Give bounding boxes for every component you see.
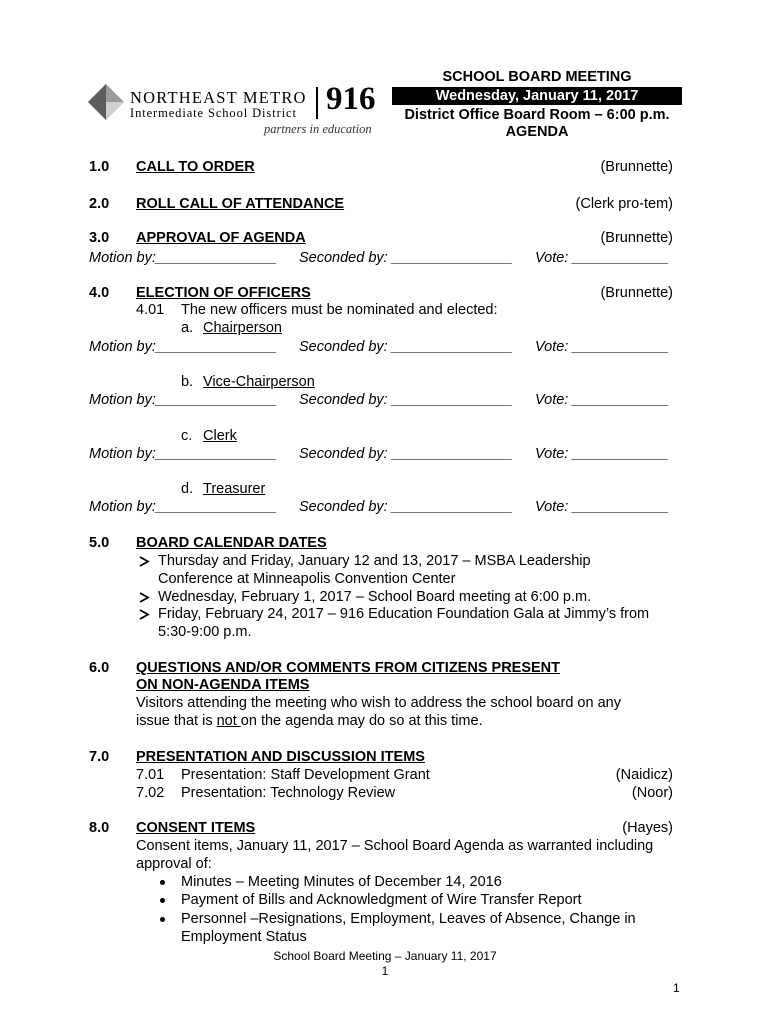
seconded-line: Seconded by: _______________ [299,392,513,408]
item-6-number: 6.0 [89,660,110,676]
bullet-dot-icon [160,880,165,885]
vote-line: Vote: ____________ [535,499,670,515]
logo-divider [316,87,318,119]
item-7-title: PRESENTATION AND DISCUSSION ITEMS [136,749,425,765]
item-6-title: QUESTIONS AND/OR COMMENTS FROM CITIZENS PRESENT [136,660,561,676]
calendar-item-1: Thursday and Friday, January 12 and 13, 2017 – MSBA Leadership [158,553,591,569]
consent-item-2: Payment of Bills and Acknowledgment of Wire Transfer Report [181,892,582,908]
vote-line: Vote: ____________ [535,250,670,266]
item-3-title: APPROVAL OF AGENDA [136,230,306,246]
officer-treasurer: Treasurer [203,481,266,497]
item-5-number: 5.0 [89,535,110,551]
logo-name: NORTHEAST METRO [130,88,307,107]
agenda-heading: AGENDA [505,124,569,140]
calendar-item-1-cont: Conference at Minneapolis Convention Center [158,571,456,587]
motion-line: Motion by:_______________ [89,499,277,515]
item-7-02-text: Presentation: Technology Review [181,785,396,801]
arrow-bullet-icon [138,556,150,567]
item-1-title: CALL TO ORDER [136,159,255,175]
officer-clerk: Clerk [203,428,237,444]
officer-chairperson: Chairperson [203,320,282,336]
item-4-01-number: 4.01 [136,302,165,318]
calendar-item-3: Friday, February 24, 2017 – 916 Education Foundation Gala at Jimmy’s from [158,606,650,622]
meeting-title: SCHOOL BOARD MEETING [442,69,632,85]
logo-number: 916 [326,81,376,117]
bullet-dot-icon [160,917,165,922]
item-3-number: 3.0 [89,230,110,246]
vote-line: Vote: ____________ [535,446,670,462]
officer-a-label: a. [181,320,194,336]
motion-line: Motion by:_______________ [89,446,277,462]
item-4-presenter: (Brunnette) [600,285,673,301]
consent-item-3-cont: Employment Status [181,929,307,945]
arrow-bullet-icon [138,609,150,620]
item-2-title: ROLL CALL OF ATTENDANCE [136,196,345,212]
item-6-text-part2: on the agenda may do so at this time. [240,713,483,729]
officer-b-label: b. [181,374,194,390]
item-4-number: 4.0 [89,285,110,301]
item-2-number: 2.0 [89,196,110,212]
seconded-line: Seconded by: _______________ [299,250,513,266]
seconded-line: Seconded by: _______________ [299,339,513,355]
item-2-presenter: (Clerk pro-tem) [575,196,673,212]
item-7-number: 7.0 [89,749,110,765]
officer-c-label: c. [181,428,193,444]
item-7-01-presenter: (Naidicz) [615,767,673,783]
calendar-item-2: Wednesday, February 1, 2017 – School Board meeting at 6:00 p.m. [158,589,592,605]
officer-d-label: d. [181,481,194,497]
seconded-line: Seconded by: _______________ [299,499,513,515]
motion-line: Motion by:_______________ [89,250,277,266]
vote-line: Vote: ____________ [535,339,670,355]
page-number: 1 [673,981,680,995]
item-6-text-cont [136,713,483,729]
bullet-dot-icon [160,898,165,903]
item-3-presenter: (Brunnette) [600,230,673,246]
vote-line: Vote: ____________ [535,392,670,408]
calendar-item-3-cont: 5:30-9:00 p.m. [158,624,252,640]
district-logo [88,78,388,142]
logo-subtitle: Intermediate School District [130,106,297,120]
item-6-title-cont: ON NON-AGENDA ITEMS [136,677,310,693]
consent-item-1: Minutes – Meeting Minutes of December 14, 2016 [181,874,502,890]
seconded-line: Seconded by: _______________ [299,446,513,462]
arrow-bullet-icon [138,592,150,603]
item-8-presenter: (Hayes) [622,820,673,836]
item-8-text: Consent items, January 11, 2017 – School Board Agenda as warranted including [136,838,654,854]
item-7-01-text: Presentation: Staff Development Grant [181,767,430,783]
item-5-title: BOARD CALENDAR DATES [136,535,327,551]
item-8-title: CONSENT ITEMS [136,820,256,836]
item-8-number: 8.0 [89,820,110,836]
item-6-text-part1: issue that is [136,713,217,729]
motion-line: Motion by:_______________ [89,392,277,408]
item-4-title: ELECTION OF OFFICERS [136,285,311,301]
item-1-number: 1.0 [89,159,110,175]
diamond-logo-icon [88,84,124,120]
item-1-presenter: (Brunnette) [600,159,673,175]
item-4-01-text: The new officers must be nominated and elected: [181,302,498,318]
meeting-date: Wednesday, January 11, 2017 [392,87,682,105]
motion-line: Motion by:_______________ [89,339,277,355]
item-6-text: Visitors attending the meeting who wish to address the school board on any [136,695,621,711]
meeting-location: District Office Board Room – 6:00 p.m. [404,107,670,123]
footer-text: School Board Meeting – January 11, 2017 [273,949,497,963]
item-7-01-number: 7.01 [136,767,165,783]
consent-item-3: Personnel –Resignations, Employment, Leaves of Absence, Change in [181,911,636,927]
item-6-not-emphasis: not [216,713,241,729]
item-7-02-presenter: (Noor) [631,785,673,801]
item-7-02-number: 7.02 [136,785,165,801]
footer-page-number: 1 [381,964,389,978]
logo-tagline: partners in education [264,122,372,136]
officer-vice-chairperson: Vice-Chairperson [203,374,315,390]
item-8-text-cont: approval of: [136,856,212,872]
